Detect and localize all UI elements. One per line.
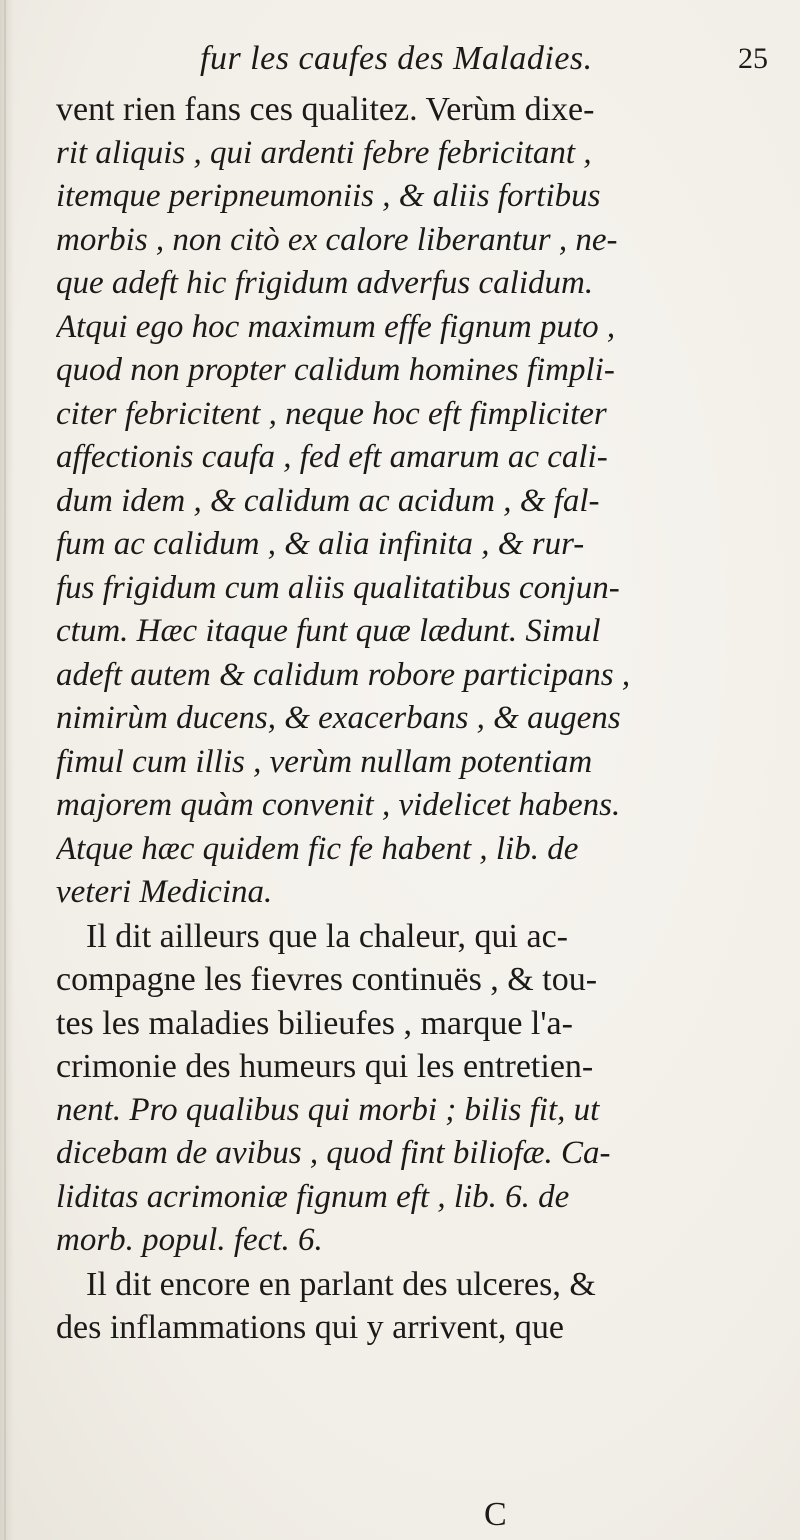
text-line: dum idem , & calidum ac acidum , & fal- (56, 482, 600, 519)
text-line: tes les maladies bilieufes , marque l'a- (56, 1004, 573, 1042)
text-line: adeft autem & calidum robore participans , (56, 656, 631, 693)
text-line: quod non propter calidum homines fimpli- (56, 352, 615, 388)
gutter-line (4, 0, 6, 1540)
text-line: compagne les fievres continuës , & tou- (56, 961, 598, 998)
text-line: Atqui ego hoc maximum effe fignum puto , (56, 308, 616, 345)
signature-mark: C (484, 1496, 507, 1533)
text-line: crimonie des humeurs qui les entretien- (56, 1048, 594, 1085)
text-line: liditas acrimoniæ fignum eft , lib. 6. de (56, 1178, 570, 1215)
running-title: fur les caufes des Maladies. (200, 40, 593, 77)
text-line: morb. popul. fect. 6. (56, 1222, 323, 1258)
text-line: fimul cum illis , verùm nullam potentiam (56, 743, 593, 780)
text-line: que adeft hic frigidum adverfus calidum. (56, 265, 594, 301)
page-edge-shadow (0, 0, 14, 1540)
text-line: nimirùm ducens, & exacerbans , & augens (56, 700, 621, 736)
body-text (56, 88, 772, 1350)
text-line: Atque hæc quidem fic fe habent , lib. de (56, 830, 579, 867)
page-number: 25 (738, 42, 768, 75)
text-line: veteri Medicina. (56, 874, 273, 910)
text-line: fum ac calidum , & alia infinita , & rur- (56, 526, 585, 562)
text-line: fus frigidum cum aliis qualitatibus conjun- (56, 569, 620, 606)
text-line: Il dit encore en parlant des ulceres, & (86, 1265, 596, 1303)
text-line: nent. Pro qualibus qui morbi ; bilis fit, ut (56, 1091, 600, 1128)
text-line: citer febricitent , neque hoc eft fimpliciter (56, 395, 607, 432)
text-line: majorem quàm convenit , videlicet habens. (56, 787, 621, 823)
text-line: affectionis caufa , fed eft amarum ac cali- (56, 439, 608, 475)
text-line: ctum. Hæc itaque funt quæ lædunt. Simul (56, 613, 601, 649)
page-header (200, 40, 770, 90)
text-line: Il dit ailleurs que la chaleur, qui ac- (86, 917, 568, 955)
text-line: morbis , non citò ex calore liberantur , ne- (56, 221, 618, 258)
text-line: itemque peripneumoniis , & aliis fortibus (56, 178, 601, 214)
text-line: des inflammations qui y arrivent, que (56, 1309, 564, 1346)
text-line: rit aliquis , qui ardenti febre febricitant , (56, 134, 592, 171)
text-line: dicebam de avibus , quod fint biliofæ. Ca- (56, 1135, 611, 1171)
text-line: vent rien fans ces qualitez. Verùm dixe- (56, 91, 595, 128)
